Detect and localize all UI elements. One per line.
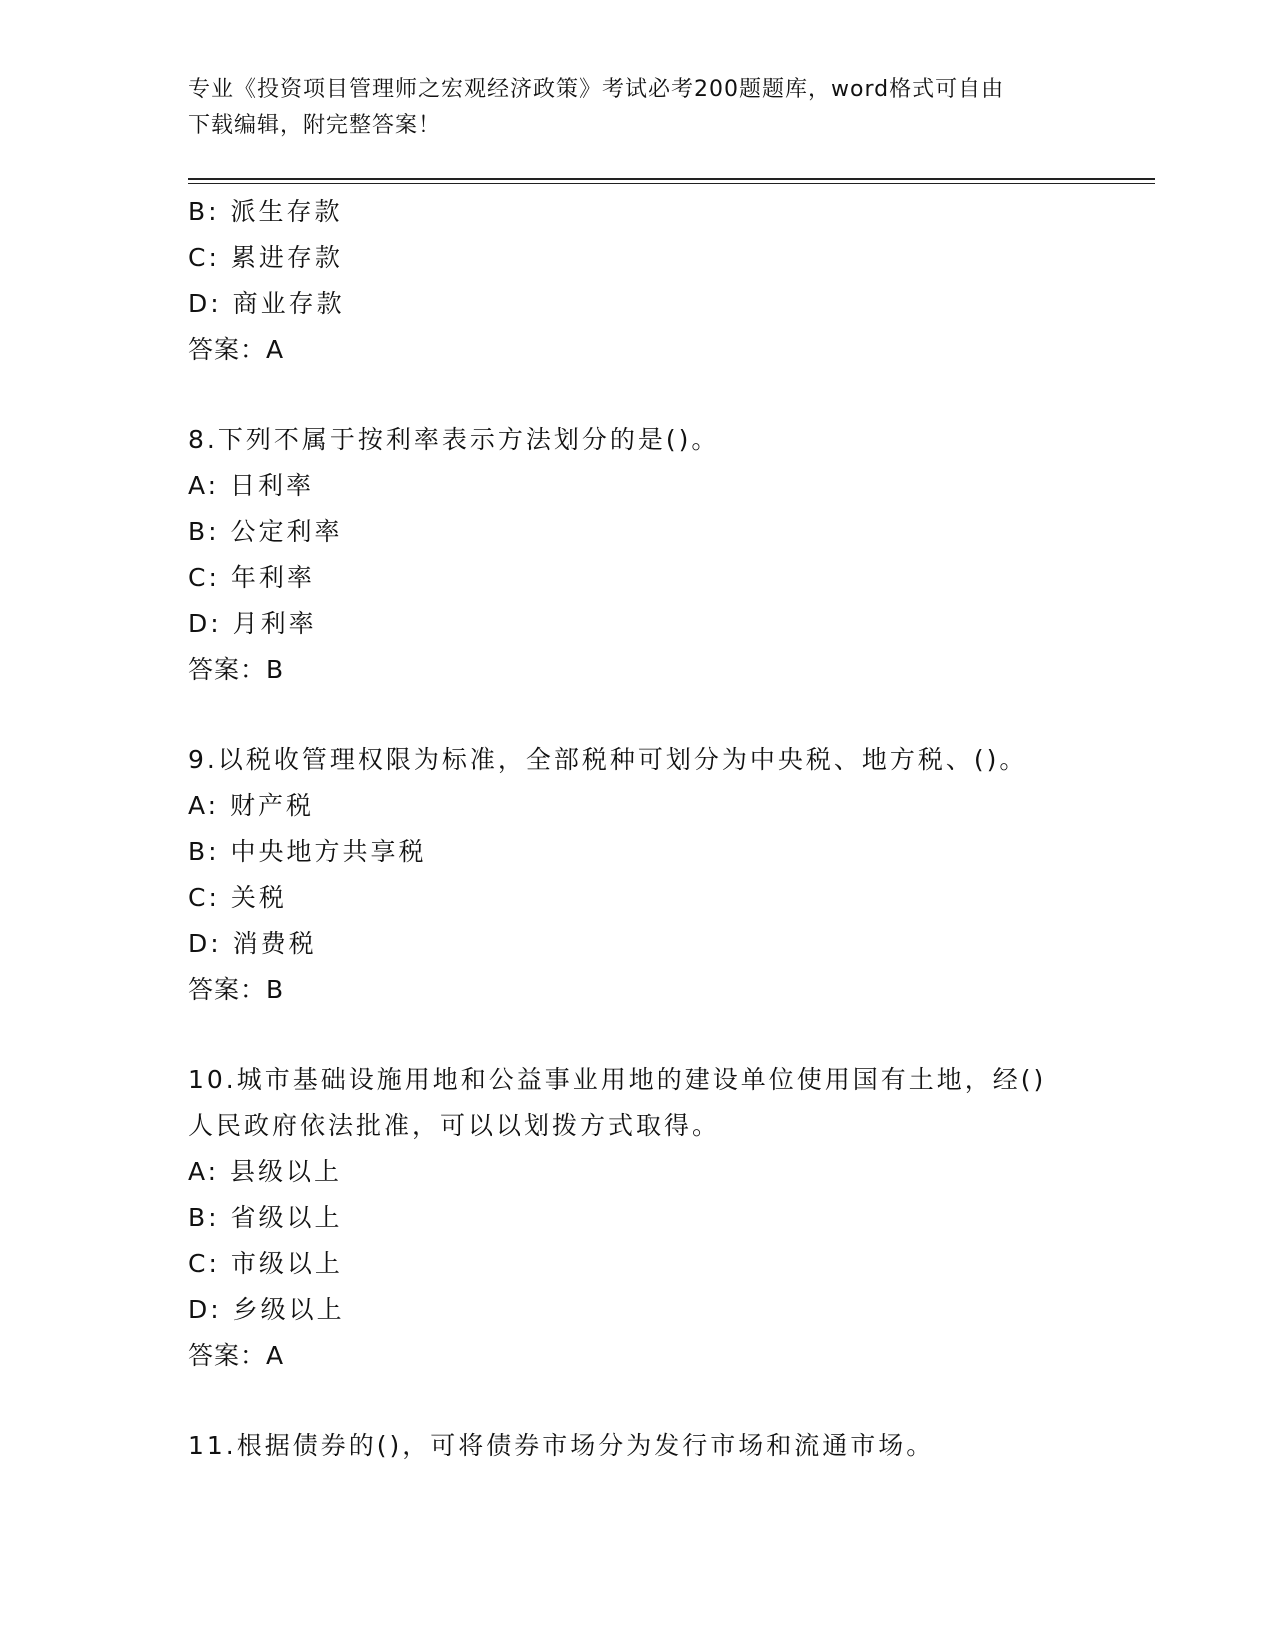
option-b: B: 派生存款 <box>188 197 343 226</box>
option-c: C: 市级以上 <box>188 1249 343 1278</box>
question-block-9 <box>188 737 1128 1013</box>
question-block-10 <box>188 1057 1128 1379</box>
question-text: 11.根据债券的()，可将债券市场分为发行市场和流通市场。 <box>188 1431 935 1460</box>
option-b: B: 公定利率 <box>188 517 343 546</box>
header-line-2: 下载编辑，附完整答案！ <box>188 113 442 138</box>
option-c: C: 年利率 <box>188 563 315 592</box>
option-d: D: 商业存款 <box>188 289 345 318</box>
question-text: 9.以税收管理权限为标准，全部税种可划分为中央税、地方税、()。 <box>188 745 1028 774</box>
question-text: 8.下列不属于按利率表示方法划分的是()。 <box>188 425 720 454</box>
option-b: B: 中央地方共享税 <box>188 837 427 866</box>
question-block-11 <box>188 1423 1128 1469</box>
question-text-line-2: 人民政府依法批准，可以以划拨方式取得。 <box>188 1111 721 1140</box>
question-block-8 <box>188 417 1128 693</box>
header-divider-thick <box>188 178 1155 180</box>
header-divider-thin <box>188 183 1155 184</box>
answer-line: 答案：A <box>188 1341 285 1370</box>
option-a: A: 日利率 <box>188 471 315 500</box>
question-block-7 <box>188 189 1128 373</box>
document-body <box>188 189 1128 1469</box>
document-header <box>188 72 1088 144</box>
answer-line: 答案：A <box>188 335 285 364</box>
header-line-1: 专业《投资项目管理师之宏观经济政策》考试必考200题题库，word格式可自由 <box>188 77 1005 102</box>
option-b: B: 省级以上 <box>188 1203 343 1232</box>
answer-line: 答案：B <box>188 655 285 684</box>
option-d: D: 月利率 <box>188 609 317 638</box>
option-c: C: 累进存款 <box>188 243 343 272</box>
answer-line: 答案：B <box>188 975 285 1004</box>
option-a: A: 财产税 <box>188 791 315 820</box>
option-d: D: 消费税 <box>188 929 317 958</box>
question-text-line-1: 10.城市基础设施用地和公益事业用地的建设单位使用国有土地，经() <box>188 1065 1047 1094</box>
option-d: D: 乡级以上 <box>188 1295 345 1324</box>
option-c: C: 关税 <box>188 883 287 912</box>
option-a: A: 县级以上 <box>188 1157 343 1186</box>
